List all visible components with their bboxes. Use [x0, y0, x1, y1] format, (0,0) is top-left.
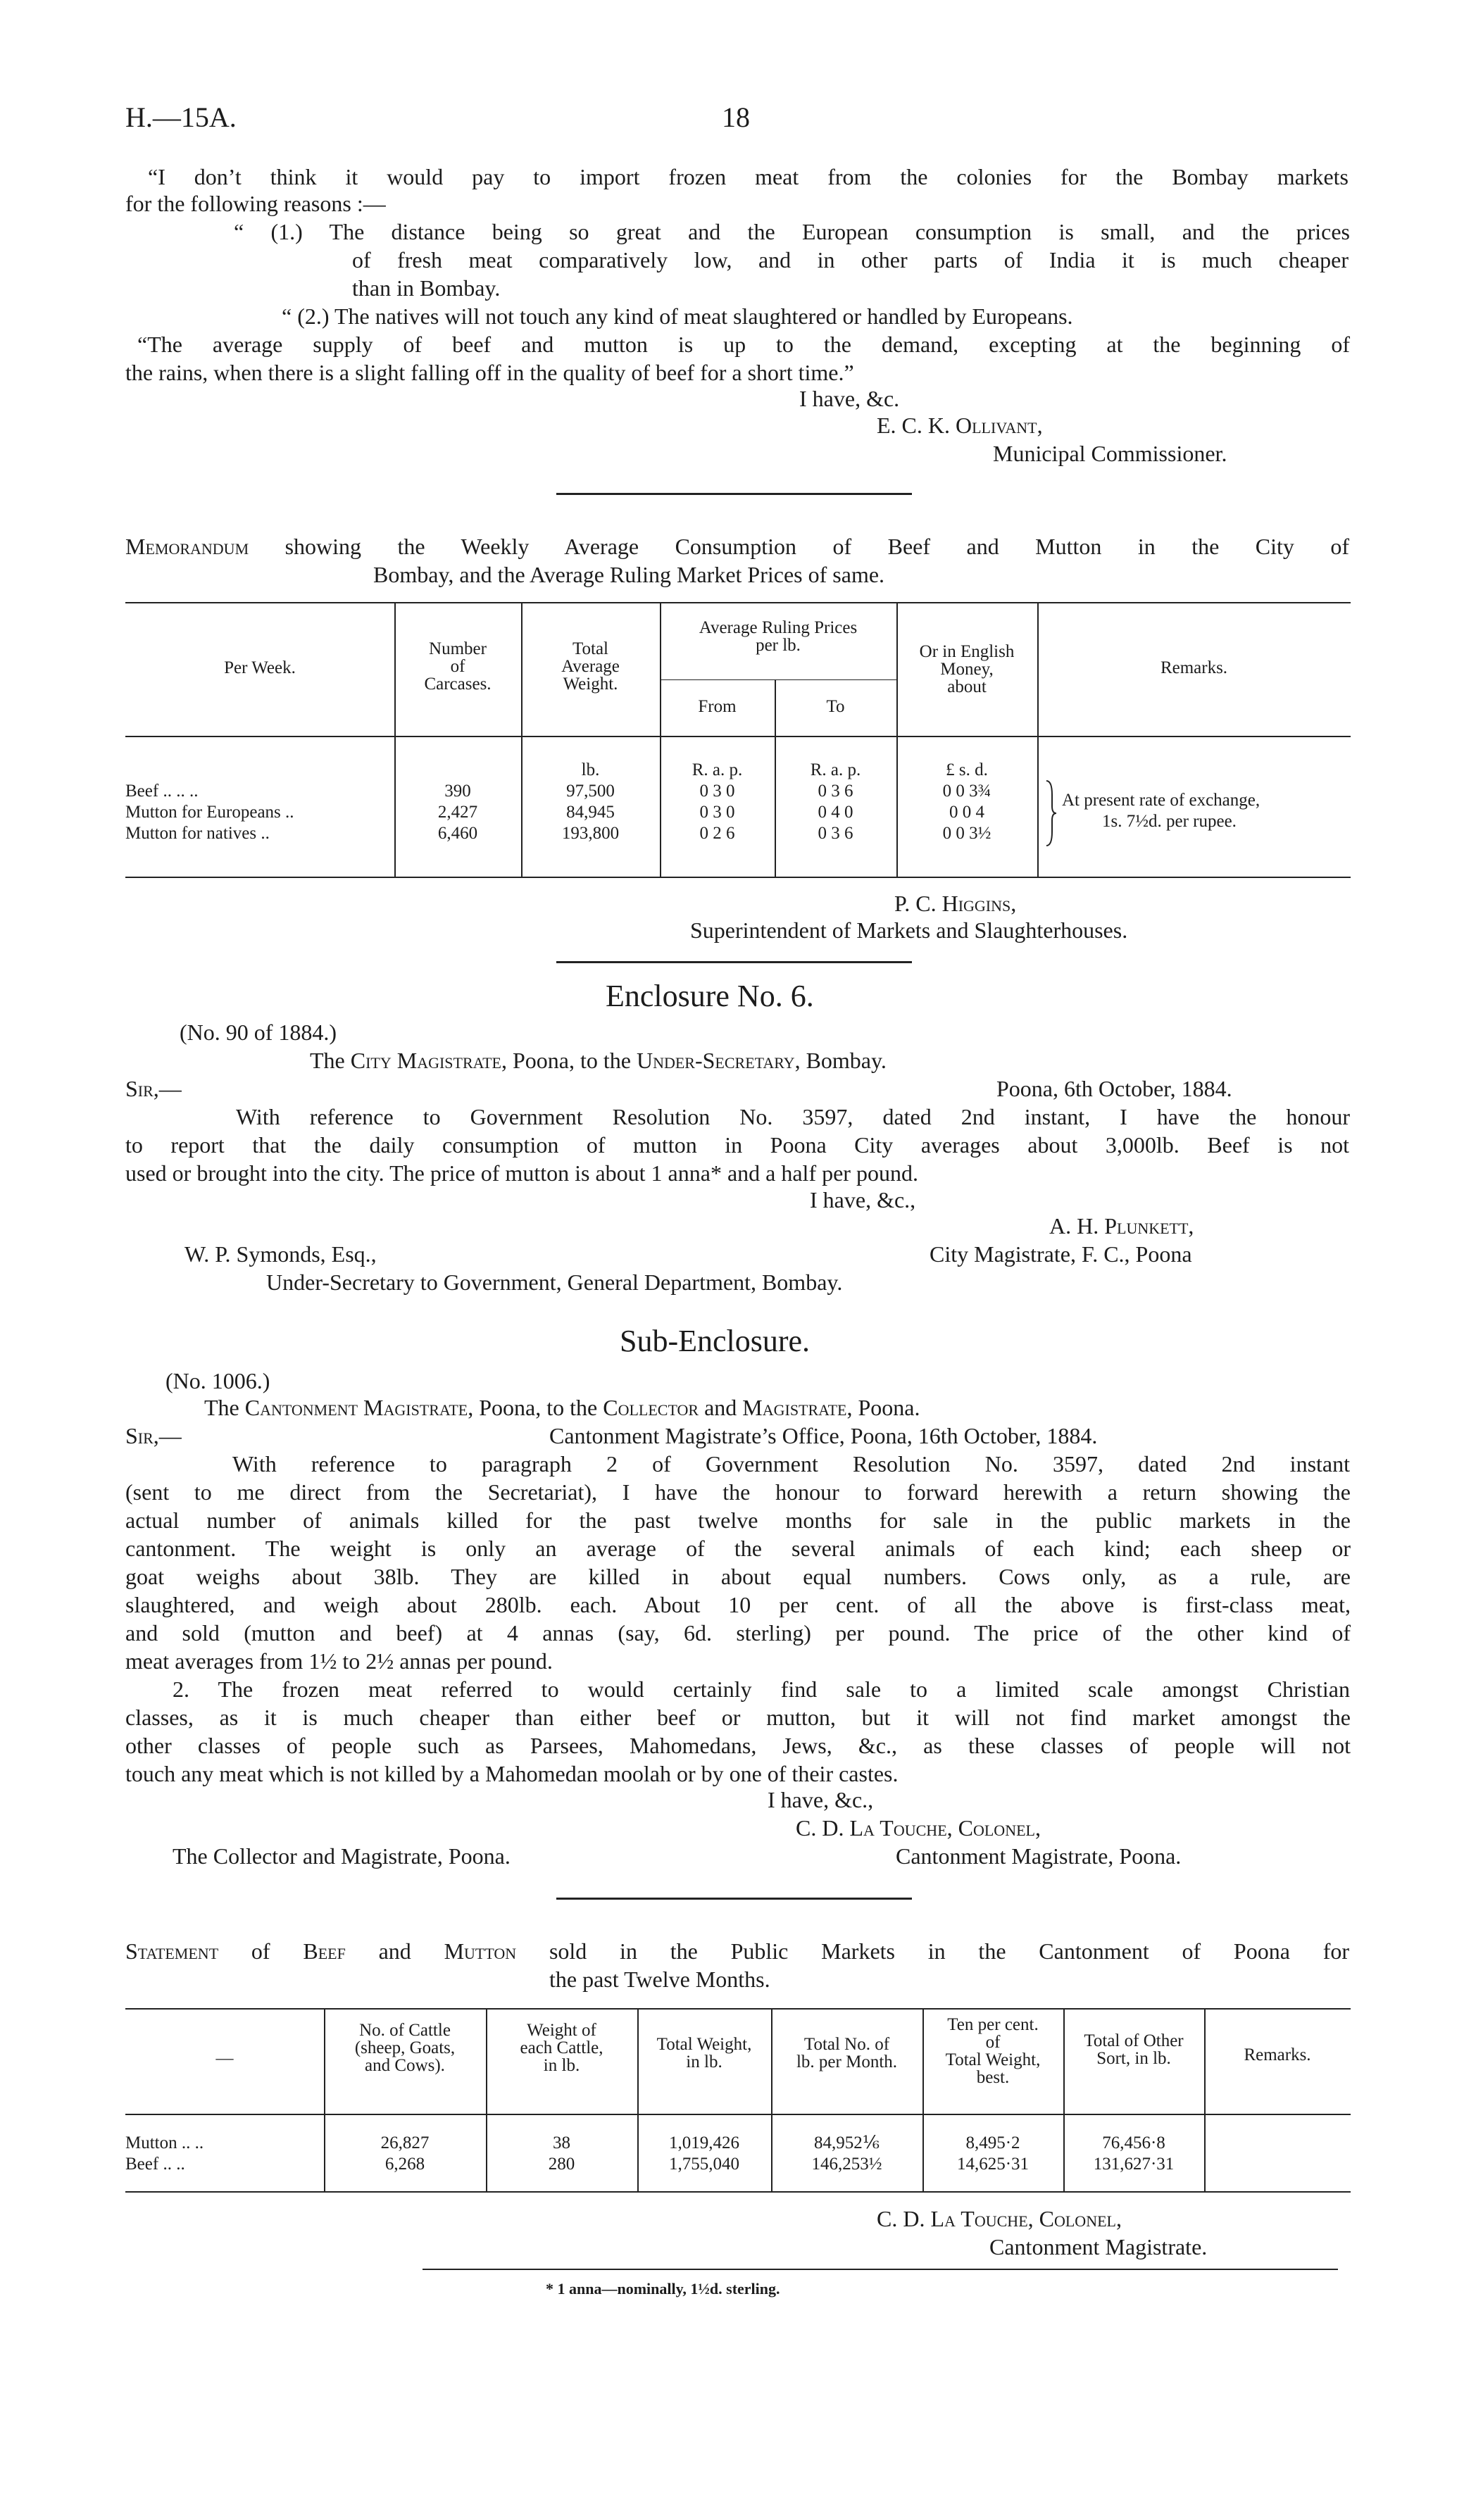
- address-to: Under-Secretary: [636, 1048, 795, 1073]
- statement-header-cattle-2: (sheep, Goats,: [354, 2038, 456, 2057]
- memo-col-divider: [1037, 602, 1039, 877]
- statement-header-each-1: Weight of: [527, 2021, 596, 2040]
- row-english: 0 0 4: [949, 803, 984, 822]
- memo-header-remarks: Remarks.: [1160, 658, 1228, 677]
- letter1-closing: I have, &c.: [799, 386, 900, 411]
- subenclosure-p1-line: actual number of animals killed for the past twelve months for sale in the public markets in the: [125, 1507, 1351, 1533]
- enclosure6-signer-title: City Magistrate, F. C., Poona: [930, 1241, 1192, 1267]
- memo-unit-to: R. a. p.: [810, 760, 861, 779]
- row-label: Mutton for Europeans ..: [125, 803, 294, 822]
- subenclosure-p1-line: With reference to paragraph 2 of Government Resolution No. 3597, dated 2nd instant: [232, 1451, 1350, 1477]
- row-english: 0 0 3¾: [942, 782, 991, 801]
- letter1-para2-line1: “The average supply of beef and mutton is up to the demand, excepting at the beginning of: [137, 332, 1350, 357]
- subenclosure-p1-line: (sent to me direct from the Secretariat), I have the honour to forward herewith a return showing the: [125, 1479, 1351, 1505]
- address-text: The: [310, 1048, 351, 1073]
- subenclosure-p1-line: meat averages from 1½ to 2½ annas per pound.: [125, 1648, 553, 1674]
- statement-header-total-2: in lb.: [686, 2052, 722, 2071]
- row-label: Mutton .. ..: [125, 2133, 204, 2152]
- statement-table-header-rule: [125, 2114, 1351, 2115]
- memo-unit-from: R. a. p.: [692, 760, 743, 779]
- statement-table-bottom-rule: [125, 2191, 1351, 2193]
- subenclosure-salutation: Sir,—: [125, 1423, 182, 1448]
- row-to: 0 4 0: [818, 803, 853, 822]
- row-month: 146,253½: [811, 2155, 882, 2174]
- memo-header-english-3: about: [947, 677, 987, 696]
- statement-title-text: and: [345, 1938, 444, 1964]
- statement-header-other-1: Total of Other: [1084, 2031, 1184, 2050]
- statement-title-text: sold in the Public Markets in the Cantonment of Poona for: [516, 1938, 1350, 1964]
- memo-header-carcases-3: Carcases.: [424, 675, 492, 694]
- section-divider: [556, 961, 912, 963]
- subenclosure-address: [204, 1393, 920, 1422]
- letter1-reason1-line3: than in Bombay.: [352, 275, 501, 301]
- memo-header-carcases-1: Number: [429, 639, 487, 658]
- memo-remark-line1: At present rate of exchange,: [1062, 791, 1260, 810]
- enclosure6-date: Poona, 6th October, 1884.: [996, 1076, 1232, 1101]
- statement-col-divider: [1204, 2008, 1206, 2191]
- letter1-para2-line2: the rains, when there is a slight falling off in the quality of beef for a short time.”: [125, 360, 854, 385]
- subenclosure-p2-line: classes, as it is much cheaper than either beef or mutton, but it will not find market amongst the: [125, 1705, 1351, 1730]
- statement-header-ten-2: of: [985, 2033, 1001, 2052]
- section-divider: [556, 493, 912, 495]
- statement-header-ten-4: best.: [976, 2068, 1010, 2087]
- statement-title-line1: [125, 1936, 1349, 1966]
- memo-price-subrule: [660, 679, 896, 680]
- address-text: , Poona, to the: [468, 1395, 603, 1420]
- memo-header-english-2: Money,: [940, 660, 994, 679]
- subenclosure-p1-line: cantonment. The weight is only an average of the several animals of each kind; each sheep or: [125, 1536, 1351, 1561]
- statement-header-cattle-1: No. of Cattle: [359, 2021, 451, 2040]
- subenclosure-title: Sub-Enclosure.: [620, 1324, 811, 1358]
- row-weight: 97,500: [566, 782, 615, 801]
- enclosure6-body-line1: With reference to Government Resolution No. 3597, dated 2nd instant, I have the honour: [236, 1104, 1350, 1129]
- address-text: , Poona.: [846, 1395, 920, 1420]
- memo-title-text: showing the Weekly Average Consumption of Beef and Mutton in the City of: [249, 534, 1349, 559]
- footnote: * 1 anna—nominally, 1½d. sterling.: [546, 2280, 780, 2298]
- statement-header-cattle-3: and Cows).: [365, 2056, 445, 2075]
- memo-signer-title: Superintendent of Markets and Slaughterhouses.: [690, 917, 1128, 943]
- row-carcases: 6,460: [437, 824, 478, 843]
- row-each: 38: [553, 2133, 570, 2152]
- memo-signer: P. C. Higgins,: [894, 891, 1017, 916]
- memo-header-english-1: Or in English: [919, 642, 1015, 661]
- row-label: Beef .. .. ..: [125, 782, 199, 801]
- enclosure6-title: Enclosure No. 6.: [606, 979, 814, 1013]
- statement-header-month-1: Total No. of: [803, 2035, 890, 2054]
- statement-signer: C. D. La Touche, Colonel,: [877, 2206, 1122, 2231]
- subenclosure-closing: I have, &c.,: [768, 1787, 874, 1812]
- letter1-reason2: “ (2.) The natives will not touch any kind of meat slaughtered or handled by Europeans.: [282, 303, 1073, 329]
- row-ten: 14,625·31: [956, 2155, 1030, 2174]
- enclosure6-body-line2: to report that the daily consumption of mutton in Poona City averages about 3,000lb. Beef is not: [125, 1132, 1349, 1158]
- subenclosure-p1-line: and sold (mutton and beef) at 4 annas (say, 6d. sterling) per pound. The price of the other kind of: [125, 1620, 1351, 1645]
- row-other: 131,627·31: [1093, 2155, 1175, 2174]
- enclosure6-closing: I have, &c.,: [810, 1187, 916, 1212]
- memo-header-per-week: Per Week.: [224, 658, 296, 677]
- address-text: , Bombay.: [794, 1048, 887, 1073]
- row-carcases: 390: [444, 782, 471, 801]
- row-ten: 8,495·2: [965, 2133, 1020, 2152]
- enclosure6-address: [310, 1046, 887, 1075]
- document-code: H.—15A.: [125, 101, 237, 133]
- section-divider: [556, 1898, 912, 1900]
- statement-title-keyword: Beef: [303, 1938, 346, 1964]
- row-to: 0 3 6: [818, 824, 853, 843]
- statement-title-keyword: Mutton: [444, 1938, 517, 1964]
- row-other: 76,456·8: [1102, 2133, 1165, 2152]
- memo-table-bottom-rule: [125, 877, 1351, 878]
- statement-table-top-rule: [125, 2008, 1351, 2010]
- address-to: Magistrate: [742, 1395, 847, 1420]
- memo-title-keyword: Memorandum: [125, 534, 249, 559]
- memo-title-line2: Bombay, and the Average Ruling Market Prices of same.: [373, 562, 885, 587]
- statement-title-line2: the past Twelve Months.: [549, 1967, 770, 1992]
- statement-title-keyword: Statement: [125, 1938, 219, 1964]
- memo-header-weight-3: Weight.: [563, 675, 618, 694]
- memo-header-to: To: [826, 697, 845, 716]
- subenclosure-addressee: The Collector and Magistrate, Poona.: [173, 1843, 511, 1869]
- subenclosure-p2-line: other classes of people such as Parsees, Mahomedans, Jews, &c., as these classes of people will not: [125, 1733, 1351, 1758]
- row-english: 0 0 3½: [942, 824, 991, 843]
- statement-header-each-3: in lb.: [543, 2056, 580, 2075]
- row-total: 1,019,426: [669, 2133, 739, 2152]
- row-total: 1,755,040: [669, 2155, 739, 2174]
- subenclosure-signer-title: Cantonment Magistrate, Poona.: [896, 1843, 1182, 1869]
- address-text: The: [204, 1395, 245, 1420]
- memo-title-line1: [125, 532, 1349, 561]
- memo-header-carcases-2: of: [450, 657, 465, 676]
- address-from: Cantonment Magistrate: [244, 1395, 468, 1420]
- row-weight: 193,800: [561, 824, 620, 843]
- letter1-signer: E. C. K. Ollivant,: [877, 413, 1043, 438]
- brace-icon: [1044, 778, 1058, 848]
- enclosure6-addressee-title: Under-Secretary to Government, General Department, Bombay.: [266, 1270, 843, 1295]
- row-label: Beef .. ..: [125, 2155, 185, 2174]
- row-to: 0 3 6: [818, 782, 853, 801]
- address-text: and: [699, 1395, 743, 1420]
- subenclosure-ref: (No. 1006.): [165, 1368, 270, 1393]
- statement-title-text: of: [218, 1938, 304, 1964]
- letter1-signer-title: Municipal Commissioner.: [993, 441, 1227, 466]
- row-from: 0 3 0: [699, 803, 735, 822]
- row-from: 0 2 6: [699, 824, 735, 843]
- row-label: Mutton for natives ..: [125, 824, 270, 843]
- footnote-rule: [423, 2269, 1338, 2270]
- memo-unit-weight: lb.: [581, 760, 600, 779]
- memo-remark-line2: 1s. 7½d. per rupee.: [1102, 812, 1237, 831]
- row-month: 84,952⅙: [814, 2133, 880, 2152]
- row-cattle: 26,827: [380, 2133, 430, 2152]
- row-from: 0 3 0: [699, 782, 735, 801]
- subenclosure-p1-line: goat weighs about 38lb. They are killed in about equal numbers. Cows only, as a rule, are: [125, 1564, 1351, 1589]
- address-to: Collector: [603, 1395, 699, 1420]
- statement-header-dash: —: [215, 2049, 234, 2068]
- memo-header-prices-2: per lb.: [756, 636, 801, 655]
- page-number: 18: [722, 101, 750, 133]
- subenclosure-p2-line: 2. The frozen meat referred to would certainly find sale to a limited scale amongst Christian: [173, 1676, 1350, 1702]
- memo-table-top-rule: [125, 602, 1351, 603]
- subenclosure-signer: C. D. La Touche, Colonel,: [796, 1815, 1041, 1841]
- enclosure6-ref: (No. 90 of 1884.): [180, 1020, 337, 1045]
- enclosure6-body-line3: used or brought into the city. The price of mutton is about 1 anna* and a half per pound.: [125, 1160, 918, 1186]
- statement-header-remarks: Remarks.: [1244, 2045, 1311, 2064]
- memo-header-weight-1: Total: [572, 639, 608, 658]
- subenclosure-p1-line: slaughtered, and weigh about 280lb. each. About 10 per cent. of all the above is first-class meat,: [125, 1592, 1351, 1617]
- row-each: 280: [548, 2155, 575, 2174]
- memo-table-header-rule: [125, 736, 1351, 737]
- statement-header-other-2: Sort, in lb.: [1096, 2049, 1171, 2068]
- statement-header-total-1: Total Weight,: [656, 2035, 752, 2054]
- subenclosure-p2-line: touch any meat which is not killed by a Mahomedan moolah or by one of their castes.: [125, 1761, 899, 1786]
- memo-header-from: From: [698, 697, 737, 716]
- enclosure6-addressee: W. P. Symonds, Esq.,: [184, 1241, 377, 1267]
- statement-header-each-2: each Cattle,: [520, 2038, 603, 2057]
- memo-header-weight-2: Average: [561, 657, 620, 676]
- statement-header-ten-3: Total Weight,: [945, 2050, 1041, 2069]
- row-cattle: 6,268: [384, 2155, 425, 2174]
- statement-header-ten-1: Ten per cent.: [947, 2015, 1039, 2034]
- letter1-para1-line1: “I don’t think it would pay to import frozen meat from the colonies for the Bombay markets: [148, 164, 1349, 189]
- memo-header-prices-1: Average Ruling Prices: [699, 618, 858, 637]
- letter1-para1-line2: for the following reasons :—: [125, 191, 386, 216]
- enclosure6-salutation: Sir,—: [125, 1076, 182, 1101]
- row-carcases: 2,427: [437, 803, 478, 822]
- statement-signer-title: Cantonment Magistrate.: [989, 2234, 1208, 2259]
- address-from: City Magistrate: [350, 1048, 501, 1073]
- row-weight: 84,945: [566, 803, 615, 822]
- statement-header-month-2: lb. per Month.: [796, 2052, 898, 2071]
- memo-unit-english: £ s. d.: [946, 760, 988, 779]
- enclosure6-signer: A. H. Plunkett,: [1049, 1213, 1194, 1239]
- letter1-reason1-line2: of fresh meat comparatively low, and in other parts of India it is much cheaper: [352, 247, 1349, 272]
- letter1-reason1-line1: “ (1.) The distance being so great and the European consumption is small, and the prices: [234, 219, 1350, 244]
- subenclosure-date: Cantonment Magistrate’s Office, Poona, 16th October, 1884.: [549, 1423, 1098, 1448]
- address-text: , Poona, to the: [501, 1048, 637, 1073]
